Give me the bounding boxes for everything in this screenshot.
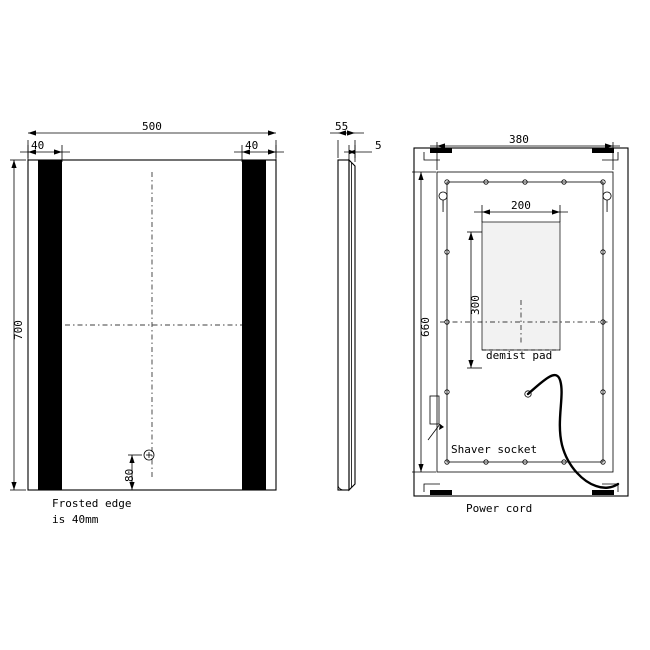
dim-front-edge-right: 40 xyxy=(245,139,259,152)
dim-side-glass: 5 xyxy=(375,139,382,152)
dim-demist-width: 200 xyxy=(511,199,531,212)
hanger-left-icon xyxy=(439,192,447,212)
power-cord-shape xyxy=(528,375,618,488)
hanger-right-icon xyxy=(603,192,611,212)
dim-back-width: 380 xyxy=(509,133,529,146)
note-frosted-line2: is 40mm xyxy=(52,513,99,526)
dim-front-width: 500 xyxy=(142,120,162,133)
side-body-outline xyxy=(338,160,349,490)
demist-pad-shape xyxy=(482,222,560,350)
label-demist-pad: demist pad xyxy=(486,349,553,362)
dim-front-height: 700 xyxy=(12,320,25,340)
bracket-top-right xyxy=(602,152,618,160)
dim-front-sensor-height: 80 xyxy=(123,468,136,482)
label-power-cord: Power cord xyxy=(466,502,533,515)
dim-back-height: 660 xyxy=(419,317,432,337)
label-shaver-socket: Shaver socket xyxy=(451,443,538,456)
shaver-socket-shape xyxy=(430,396,439,424)
bracket-top-left xyxy=(424,152,440,160)
dim-demist-height: 300 xyxy=(469,295,482,315)
dim-front-edge-left: 40 xyxy=(31,139,45,152)
note-frosted-line1: Frosted edge xyxy=(52,497,132,510)
dim-side-depth: 55 xyxy=(335,120,349,133)
side-glass-outline xyxy=(349,160,355,490)
